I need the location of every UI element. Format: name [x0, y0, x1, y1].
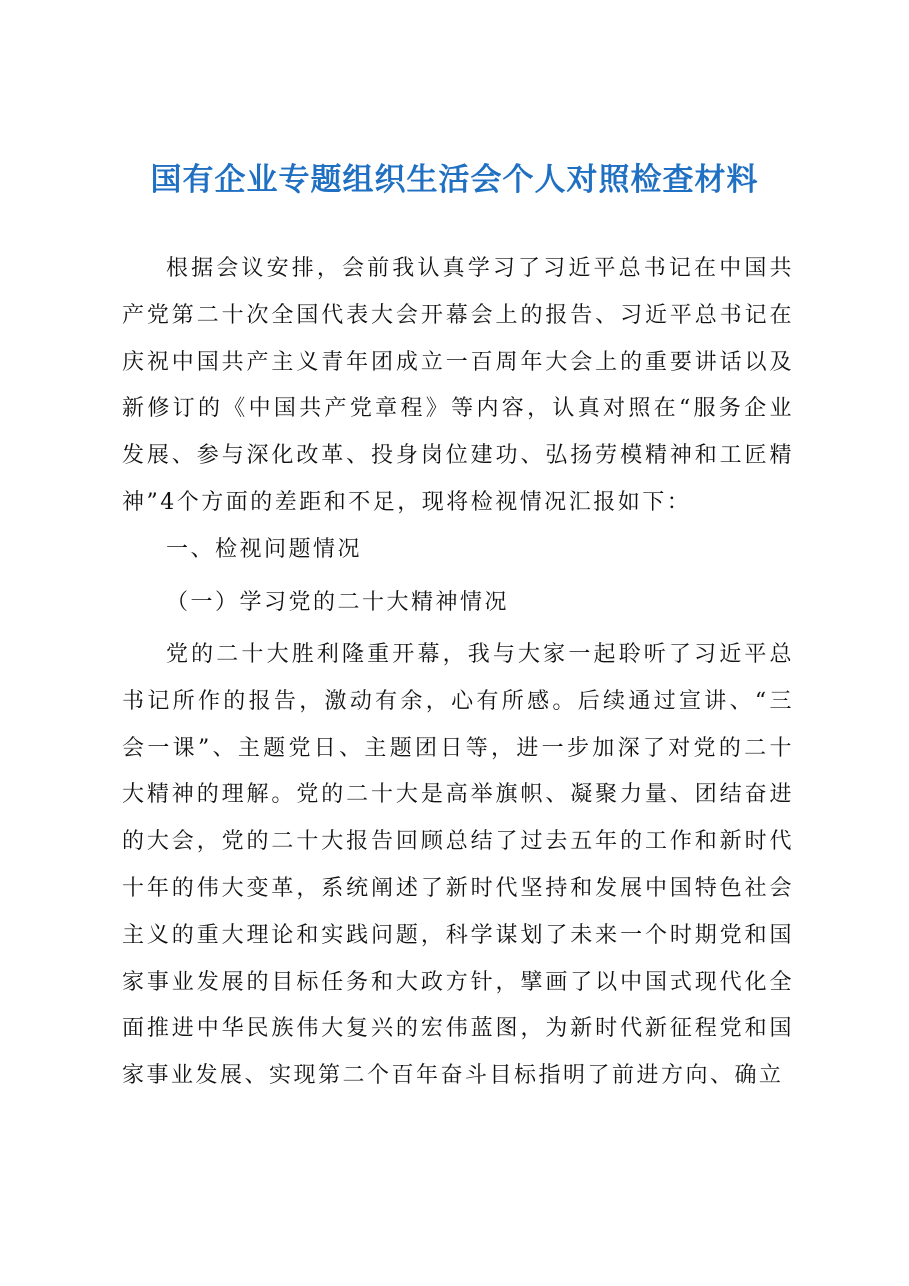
document-title: 国有企业专题组织生活会个人对照检查材料: [150, 162, 759, 198]
subsection-heading-block: [122, 580, 794, 627]
body-paragraph-block: [122, 632, 794, 1100]
body-paragraph: 党的二十大胜利隆重开幕，我与大家一起聆听了习近平总书记所作的报告，激动有余，心有所感。后续通过宣讲、“三会一课”、主题党日、主题团日等，进一步加深了对党的二十大精神的理解。党的二十大是高举旗帜、凝聚力量、团结奋进的大会，党的二十大报告回顾总结了过去五年的工作和新时代十年的伟大变革，系统阐述了新时代坚持和发展中国特色社会主义的重大理论和实践问题，科学谋划了未来一个时期党和国家事业发展的目标任务和大政方针，擘画了以中国式现代化全面推进中华民族伟大复兴的宏伟蓝图，为新时代新征程党和国家事业发展、实现第二个百年奋斗目标指明了前进方向、确立: [122, 642, 794, 1089]
subsection-heading: （一）学习党的二十大精神情况: [166, 590, 510, 615]
intro-paragraph-block: [122, 246, 794, 527]
section-heading: 一、检视问题情况: [166, 537, 363, 562]
section-heading-block: [122, 527, 794, 574]
intro-paragraph: 根据会议安排，会前我认真学习了习近平总书记在中国共产党第二十次全国代表大会开幕会上的报告、习近平总书记在庆祝中国共产主义青年团成立一百周年大会上的重要讲话以及新修订的《中国共产党章程》等内容，认真对照在“服务企业发展、参与深化改革、投身岗位建功、弘扬劳模精神和工匠精神”4个方面的差距和不足，现将检视情况汇报如下：: [122, 256, 794, 515]
